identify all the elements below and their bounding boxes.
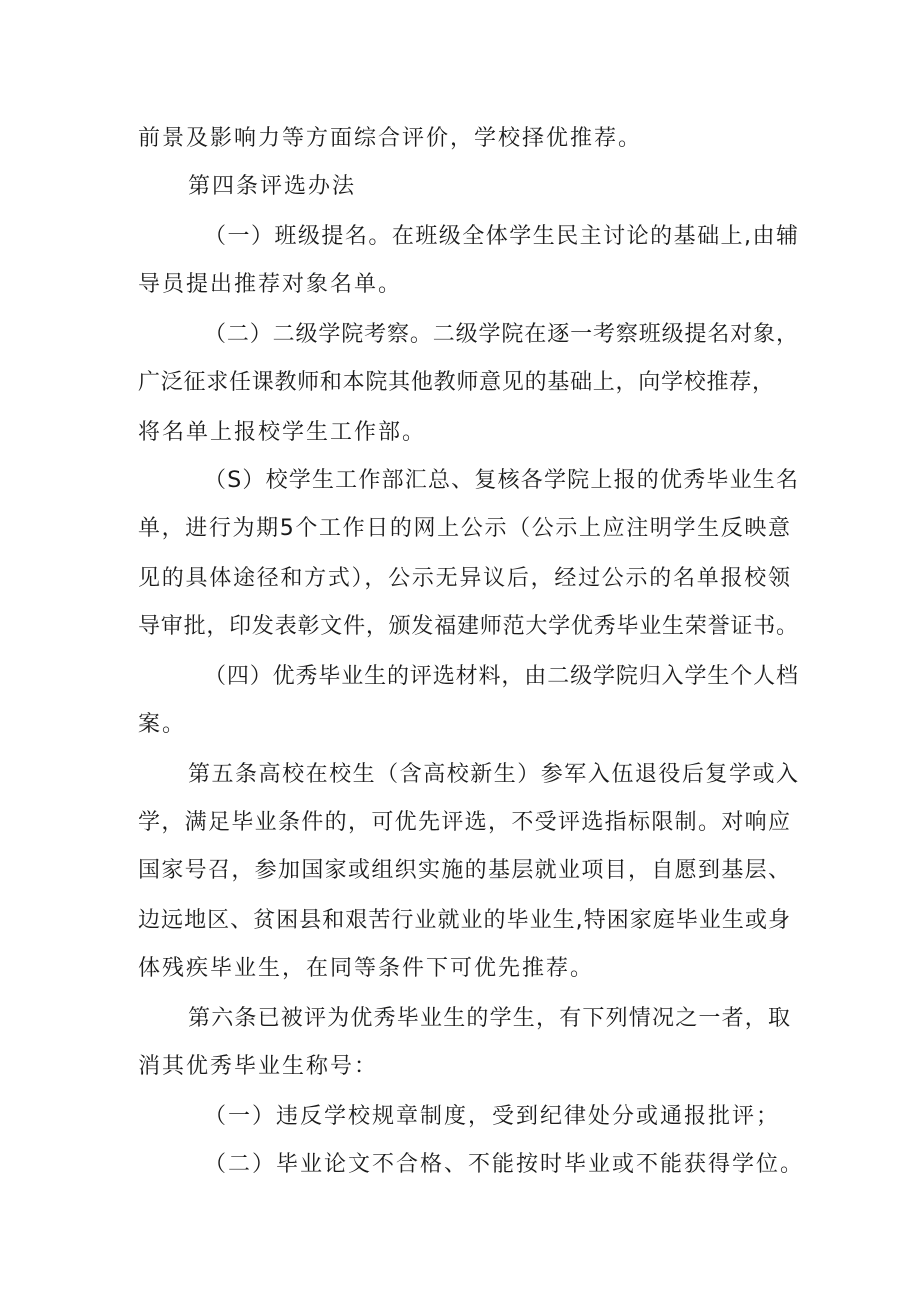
text-line: 广泛征求任课教师和本院其他教师意见的基础上，向学校推荐，: [138, 370, 774, 395]
article-heading: 第五条高校在校生（含高校新生）参军入伍退役后复学或入: [188, 762, 798, 787]
text-line: 体残疾毕业生，在同等条件下可优先推荐。: [138, 956, 595, 981]
text-line: 前景及影响力等方面综合评价，学校择优推荐。: [138, 126, 643, 151]
text-line: （一）班级提名。在班级全体学生民主讨论的基础上,由辅: [204, 224, 798, 249]
text-line: （一）违反学校规章制度，受到纪律处分或通报批评；: [204, 1104, 781, 1129]
article-heading: 第六条已被评为优秀毕业生的学生，有下列情况之一者，取: [188, 1006, 790, 1031]
text-line: 单，进行为期5个工作日的网上公示（公示上应注明学生反映意: [138, 516, 790, 541]
article-heading: 第四条评选办法: [188, 174, 357, 199]
text-line: 导审批，印发表彰文件，颁发福建师范大学优秀毕业生荣誉证书。: [138, 614, 798, 639]
text-line: 案。: [138, 712, 187, 737]
text-line: 学，满足毕业条件的，可优先评选，不受评选指标限制。对响应: [138, 810, 790, 835]
text-line: 国家号召，参加国家或组织实施的基层就业项目，自愿到基层、: [138, 858, 790, 883]
text-line: 边远地区、贫困县和艰苦行业就业的毕业生,特困家庭毕业生或身: [138, 908, 790, 933]
text-line: 见的具体途径和方式），公示无异议后，经过公示的名单报校领: [138, 566, 790, 591]
text-line: 导员提出推荐对象名单。: [138, 272, 403, 297]
text-line: （S）校学生工作部汇总、复核各学院上报的优秀毕业生名: [204, 468, 798, 493]
text-line: （二）二级学院考察。二级学院在逐一考察班级提名对象，: [204, 322, 798, 347]
text-line: （四）优秀毕业生的评选材料，由二级学院归入学生个人档: [204, 664, 798, 689]
text-line: 将名单上报校学生工作部。: [138, 420, 427, 445]
text-line: 消其优秀毕业生称号：: [138, 1054, 379, 1079]
text-line: （二）毕业论文不合格、不能按时毕业或不能获得学位。: [204, 1152, 805, 1177]
